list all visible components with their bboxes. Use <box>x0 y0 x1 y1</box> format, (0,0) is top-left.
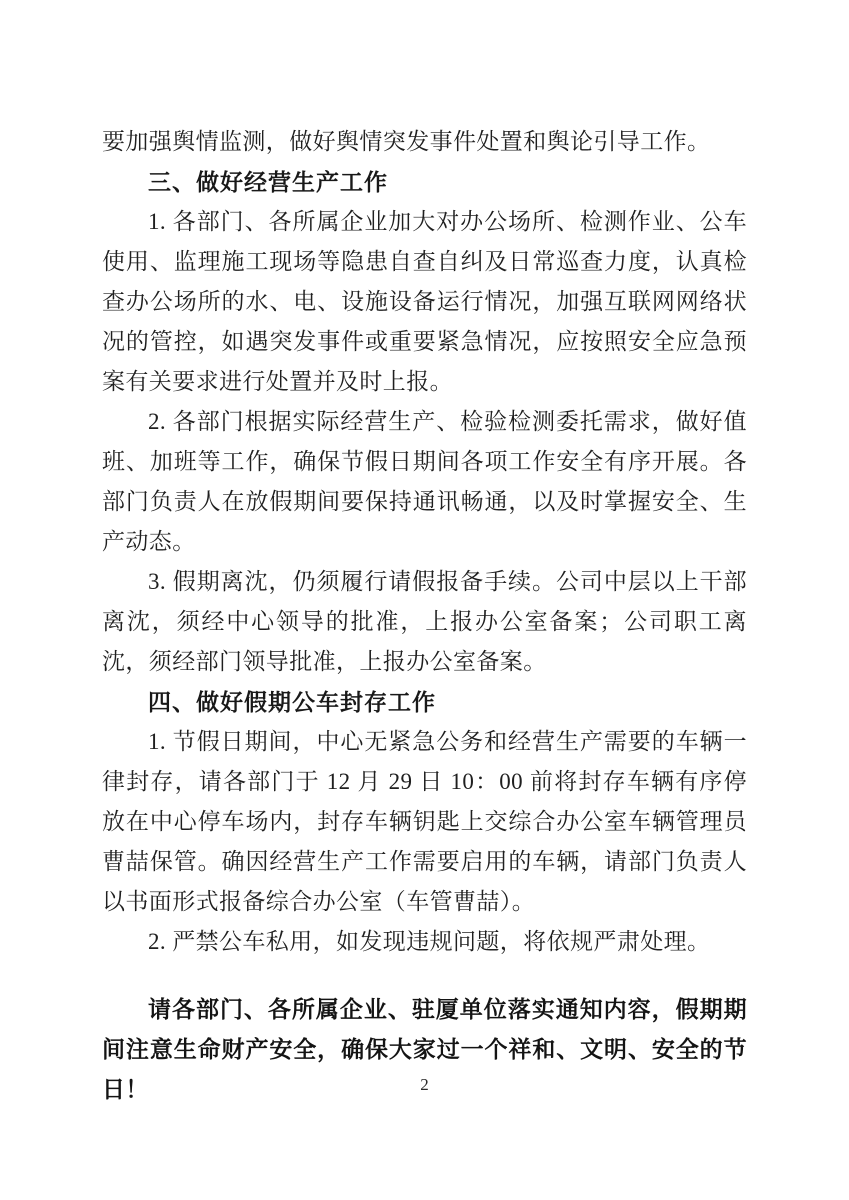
section4-item-1: 1. 节假日期间，中心无紧急公务和经营生产需要的车辆一律封存，请各部门于 12 月 29 日 10：00 前将封存车辆有序停放在中心停车场内，封存车辆钥匙上交综合办公室车辆管理员曹喆保管。确因经营生产工作需要启用的车辆，请部门负责人以书面形式报备综合办公室（车管曹喆）。 <box>102 729 747 914</box>
document-body <box>102 122 747 1110</box>
closing-paragraph: 请各部门、各所属企业、驻厦单位落实通知内容，假期期间注意生命财产安全，确保大家过一个祥和、文明、安全的节日！ <box>102 997 747 1102</box>
section3-item-3: 3. 假期离沈，仍须履行请假报备手续。公司中层以上干部离沈，须经中心领导的批准，上报办公室备案；公司职工离沈，须经部门领导批准，上报办公室备案。 <box>102 569 747 674</box>
paragraph-continued: 要加强舆情监测，做好舆情突发事件处置和舆论引导工作。 <box>102 129 711 154</box>
section4-item-2: 2. 严禁公车私用，如发现违规问题，将依规严肃处理。 <box>148 929 711 954</box>
page-number: 2 <box>420 1075 429 1094</box>
section3-item-2: 2. 各部门根据实际经营生产、检验检测委托需求，做好值班、加班等工作，确保节假日期间各项工作安全有序开展。各部门负责人在放假期间要保持通讯畅通，以及时掌握安全、生产动态。 <box>102 409 747 554</box>
section3-item-1: 1. 各部门、各所属企业加大对办公场所、检测作业、公车使用、监理施工现场等隐患自查自纠及日常巡查力度，认真检查办公场所的水、电、设施设备运行情况，加强互联网网络状况的管控，如遇突发事件或重要紧急情况，应按照安全应急预案有关要求进行处置并及时上报。 <box>102 209 747 394</box>
section-heading-3: 三、做好经营生产工作 <box>148 169 388 195</box>
section-heading-4: 四、做好假期公车封存工作 <box>148 689 436 715</box>
